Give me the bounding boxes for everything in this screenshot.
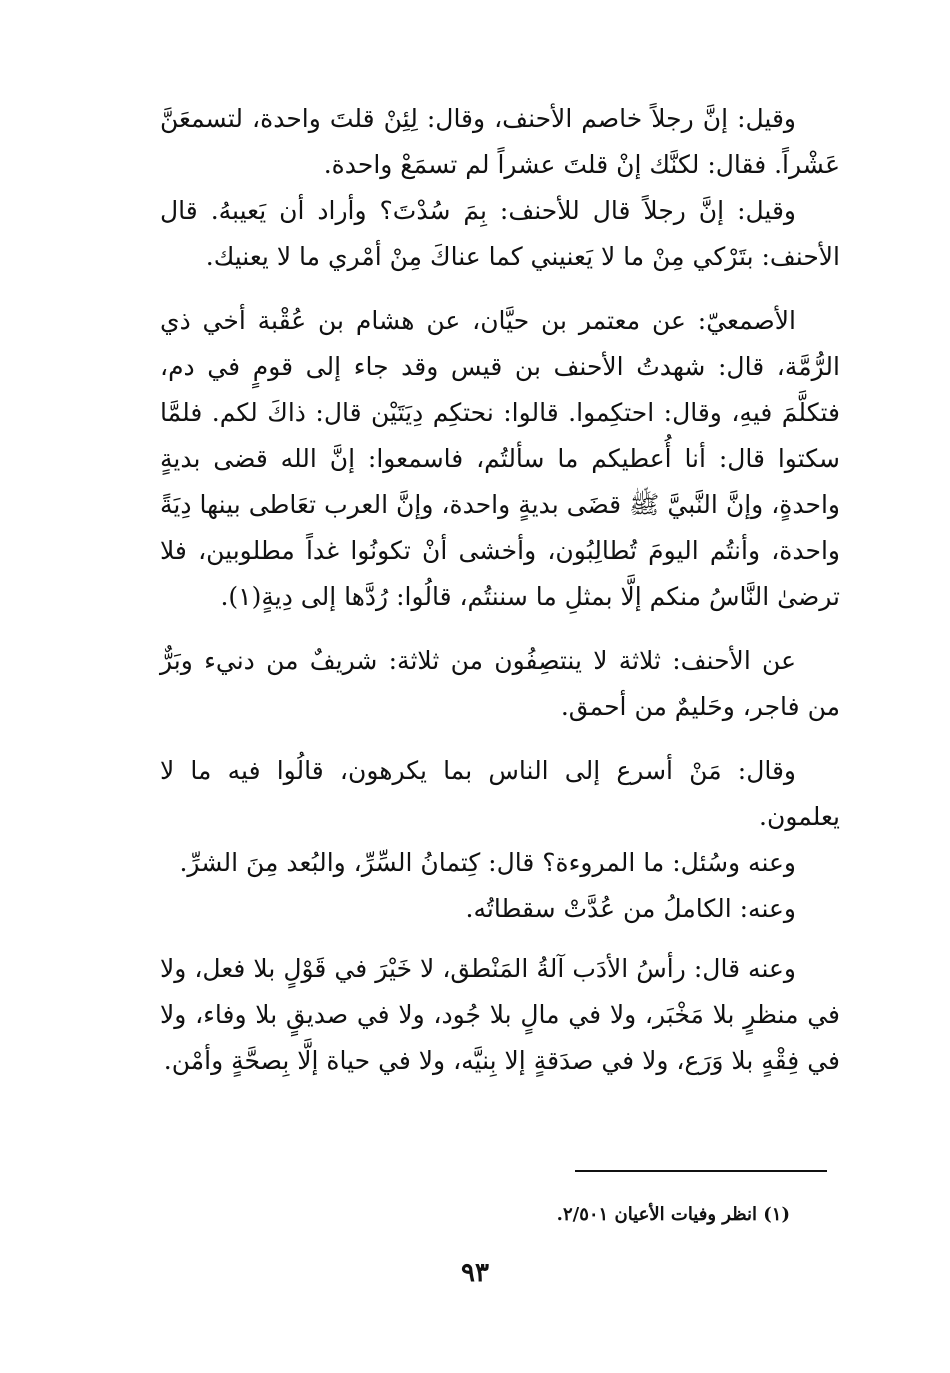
paragraph-how-did-you-lead: وقيل: إنَّ رجلاً قال للأحنف: بِمَ سُدْتَ؟ وأراد أن يَعيبهُ. قال الأحنف: بتَرْكي مِنْ ما لا يَعنيني كما عناكَ مِنْ أمْري ما لا يعنيك. <box>160 196 840 271</box>
page-number: ٩٣ <box>461 1258 489 1288</box>
paragraph-head-of-manners: وعنه قال: رأسُ الأدَب آلةُ المَنْطق، لا خَيْرَ في قَوْلٍ بلا فعل، ولا في منظرٍ بلا مَخْبَر، ولا في مالٍ بلا جُود، ولا في صديقٍ بلا وفاء، ولا في فِقْهٍ بلا وَرَع، ولا في صدَقةٍ إلا بِنيَّه، ولا في حياة إلَّا بِصحَّةٍ وأمْن. <box>160 954 840 1075</box>
paragraph-muruah: وعنه وسُئل: ما المروءة؟ قال: كِتمانُ السِّرِّ، والبُعد مِنَ الشرِّ. <box>179 848 796 877</box>
footnote-separator <box>575 1170 827 1172</box>
paragraph-the-perfect-one: وعنه: الكاملُ من عُدَّتْ سقطاتُه. <box>465 894 796 923</box>
paragraph-asmai-narration: الأصمعيّ: عن معتمر بن حيَّان، عن هشام بن عُقْبة أخي ذي الرُّمَّة، قال: شهدتُ الأحنف بن قيس وقد جاء إلى قومٍ في دم، فتكلَّمَ فيهِ، وقال: احتكِموا. قالوا: نحتكِم دِيَتَيْن قال: ذاكَ لكم. فلمَّا سكتوا قال: أنا أُعطيكم ما سألتُم، فاسمعوا: إنَّ الله قضى بديةٍ واحدةٍ، وإنَّ النَّبيَّ ﷺ قضَى بديةٍ واحدة، وإنَّ العرب تعَاطى بينها دِيَةً واحدة، وأنتُم اليومَ تُطالِبُون، وأخشى أنْ تكونُوا غداً مطلوبين، فلا ترضىٰ النَّاسُ منكم إلَّا بمثلِ ما سننتُم، قالُوا: رُدَّها إلى دِيةٍ(١). <box>160 306 840 611</box>
paragraph-hastening-to-people: وقال: مَنْ أسرع إلى الناس بما يكرهون، قالُوا فيه ما لا يعلمون. <box>160 756 840 831</box>
footnote: (١) انظر وفيات الأعيان ٢/٥٠١. <box>556 1204 790 1225</box>
text-block-2 <box>160 298 840 620</box>
text-block-1 <box>160 96 840 280</box>
text-block-5 <box>160 946 840 1084</box>
page-body <box>160 96 840 1084</box>
text-block-3 <box>160 638 840 730</box>
text-block-4 <box>160 748 840 932</box>
paragraph-three-from-three: عن الأحنف: ثلاثة لا ينتصِفُون من ثلاثة: شريفٌ من دنيء وبَرٌّ من فاجر، وحَليمٌ من أحمق. <box>160 646 840 721</box>
paragraph-ahnaf-dispute: وقيل: إنَّ رجلاً خاصم الأحنف، وقال: لِئِنْ قلتَ واحدة، لتسمعَنَّ عَشْراً. فقال: لكنَّك إنْ قلتَ عشراً لم تسمَعْ واحدة. <box>160 104 840 179</box>
